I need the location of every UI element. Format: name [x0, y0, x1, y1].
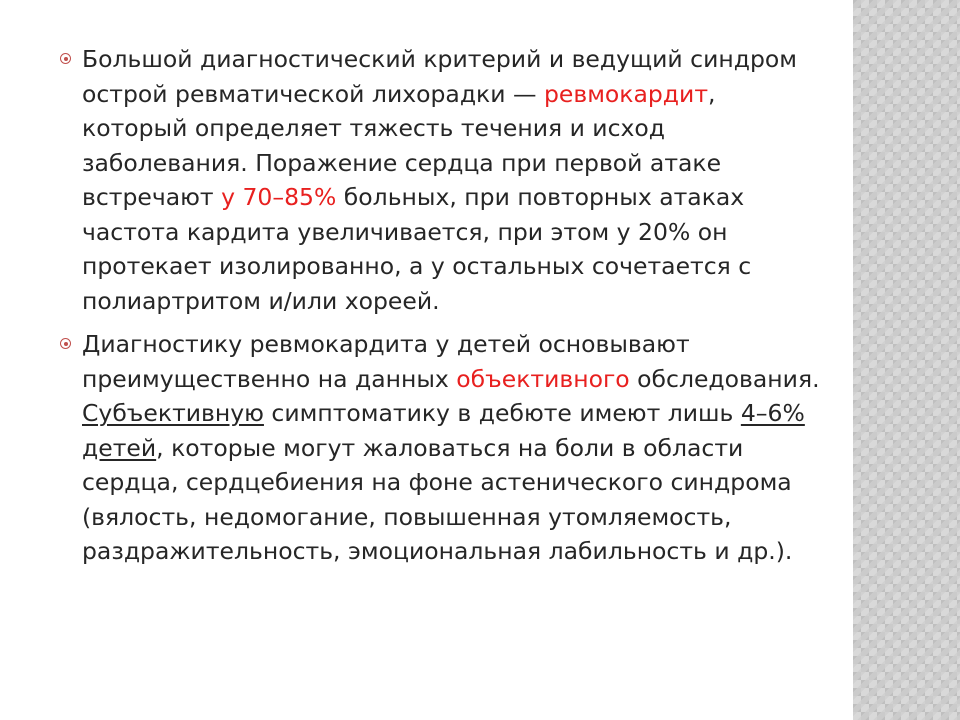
highlighted-term: объективного — [456, 364, 630, 393]
text-segment: больных, при повторных атаках частота кардита увеличивается, при этом у 20% он протекает изолированно, а у остальных сочетается с полиартритом и/или хореей. — [82, 183, 752, 315]
slide-body — [60, 42, 820, 578]
text-segment: симптоматику в дебюте имеют лишь — [263, 399, 741, 427]
text-segment: , которые могут жаловаться на боли в области сердца, сердцебиения на фоне астенического синдрома (вялость, недомогание, повышенная утомляемость, раздражительность, эмоциональная лабильность и др.). — [82, 433, 793, 565]
bullet-paragraph — [60, 42, 820, 318]
highlighted-percent: у 70–85% — [221, 183, 337, 211]
decorative-side-pattern — [853, 0, 960, 720]
underlined-term: Субъективную — [82, 399, 264, 427]
underlined-percent: 4–6% детей — [82, 399, 805, 462]
circle-target-bullet-icon — [60, 338, 71, 349]
highlighted-term: ревмокардит — [543, 79, 709, 108]
text-segment: Большой диагностический критерий и ведущий синдром острой ревматической лихорадки — — [82, 45, 798, 108]
text-segment: обследования. — [629, 364, 820, 393]
circle-target-bullet-icon — [60, 53, 71, 64]
bullet-paragraph — [60, 327, 820, 569]
text-segment: Диагностику ревмокардита у детей основывают преимущественно на данных — [82, 330, 690, 393]
text-segment: , который определяет тяжесть течения и исход заболевания. Поражение сердца при первой атаке встречают — [82, 79, 722, 211]
